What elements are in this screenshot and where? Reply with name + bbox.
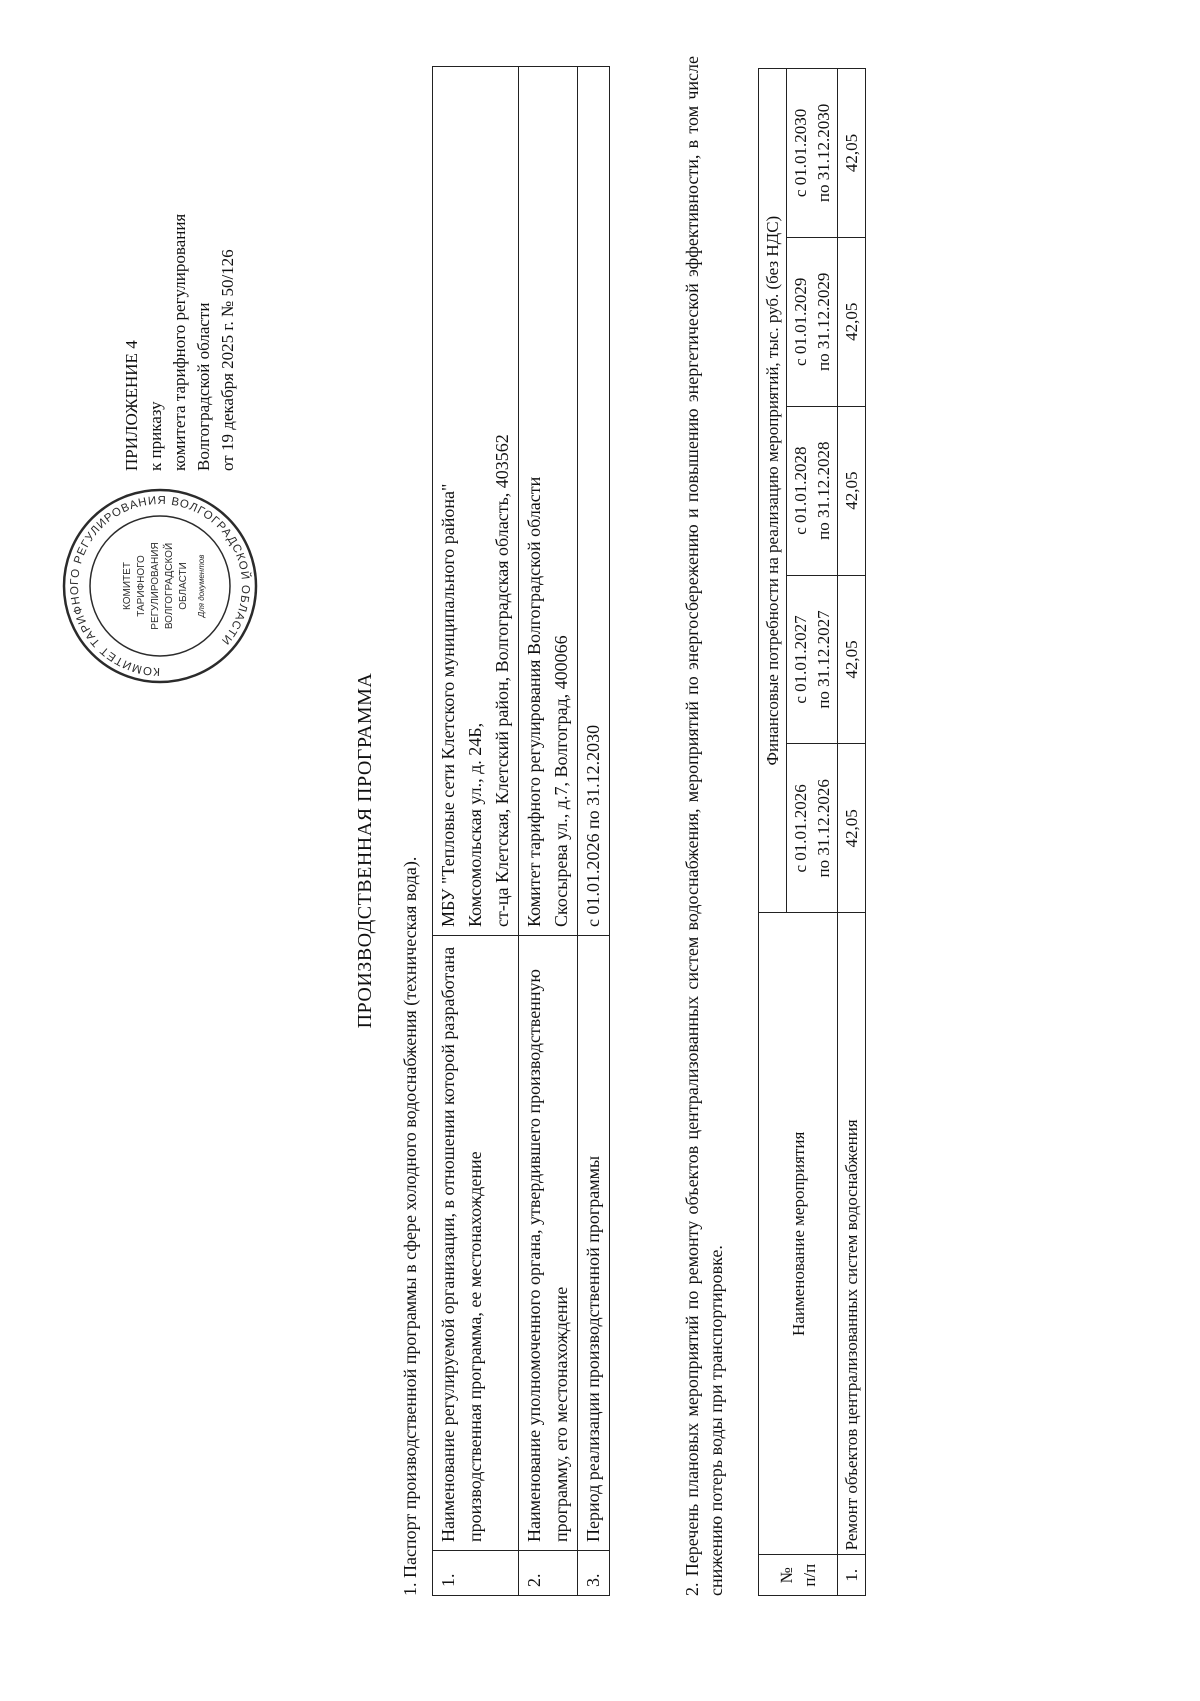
period-to: по 31.12.2027 <box>814 610 833 709</box>
row-label: Наименование уполномоченного органа, утвердившего производственную программу, его местонахождение <box>519 936 578 1551</box>
row-number: 3. <box>578 1551 610 1596</box>
org-street: Комсомольская ул., д. 24Б, <box>465 722 485 927</box>
section2-heading: 2. Перечень плановых мероприятий по ремонту объектов централизованных систем водоснабжения, мероприятий по энергосбережению и повышению энергетической эффективности, в том числе снижению потерь воды при транспортировке. <box>682 56 726 1596</box>
org-name: МБУ "Тепловые сети Клетского муниципального района" <box>438 483 458 927</box>
col-header-name: Наименование мероприятия <box>759 913 838 1555</box>
finance-value: 42,05 <box>838 69 866 238</box>
org-locality: ст-ца Клетская, Клетский район, Волгоградская область, 403562 <box>492 434 512 927</box>
row-value <box>519 67 578 936</box>
authority-name: Комитет тарифного регулирования Волгоградской области <box>524 476 544 927</box>
stamp-line-3: РЕГУЛИРОВАНИЯ <box>150 542 161 630</box>
row-number: 1. <box>838 1555 866 1596</box>
appendix-region: Волгоградской области <box>194 302 213 471</box>
passport-table <box>432 66 610 1596</box>
section1-heading: 1. Паспорт производственной программы в сфере холодного водоснабжения (техническая вода). <box>400 856 420 1596</box>
table-row <box>519 67 578 1596</box>
appendix-title: ПРИЛОЖЕНИЕ 4 <box>122 340 141 471</box>
period-to: по 31.12.2029 <box>814 272 833 371</box>
stamp-outer-text: КОМИТЕТ ТАРИФНОГО РЕГУЛИРОВАНИЯ ВОЛГОГРАДСКОЙ ОБЛАСТИ <box>68 494 252 678</box>
row-label: Наименование регулируемой организации, в отношении которой разработана производственная программа, ее местонахождение <box>433 936 519 1551</box>
finance-value: 42,05 <box>838 406 866 575</box>
stamp-line-6: Для документов <box>197 554 206 618</box>
row-value: с 01.01.2026 по 31.12.2030 <box>578 67 610 936</box>
col-header-period <box>787 237 838 406</box>
appendix-issuer: комитета тарифного регулирования <box>170 213 189 471</box>
finance-value: 42,05 <box>838 744 866 913</box>
col-header-period <box>787 406 838 575</box>
stamp-line-2: ТАРИФНОГО <box>136 555 147 617</box>
stamp-line-1: КОМИТЕТ <box>122 562 133 610</box>
appendix-date: от 19 декабря 2025 г. № 50/126 <box>218 249 237 471</box>
table-header-row <box>759 69 787 1596</box>
table-row <box>578 67 610 1596</box>
col-header-period <box>787 744 838 913</box>
stamp-line-4: ВОЛГОГРАДСКОЙ <box>164 542 175 630</box>
col-header-period <box>787 69 838 238</box>
row-label: Период реализации производственной программы <box>578 936 610 1551</box>
col-header-period <box>787 575 838 744</box>
period-to: по 31.12.2028 <box>814 441 833 540</box>
period-from: с 01.01.2030 <box>791 108 810 198</box>
period-to: по 31.12.2030 <box>814 103 833 203</box>
period-from: с 01.01.2028 <box>791 446 810 535</box>
appendix-block <box>120 31 240 471</box>
stamp-line-5: ОБЛАСТИ <box>178 562 189 610</box>
table-row <box>433 67 519 1596</box>
activity-name: Ремонт объектов централизованных систем водоснабжения <box>838 913 866 1555</box>
col-header-finance: Финансовые потребности на реализацию мероприятий, тыс. руб. (без НДС) <box>759 69 787 913</box>
activities-table <box>758 68 866 1596</box>
period-from: с 01.01.2029 <box>791 277 810 366</box>
page-title: ПРОИЗВОДСТВЕННАЯ ПРОГРАММА <box>354 672 376 1029</box>
row-number: 2. <box>519 1551 578 1596</box>
period-from: с 01.01.2027 <box>791 615 810 704</box>
official-stamp <box>60 486 260 686</box>
period-from: с 01.01.2026 <box>791 784 810 873</box>
finance-value: 42,05 <box>838 575 866 744</box>
appendix-order-ref: к приказу <box>146 401 165 471</box>
table-row <box>838 69 866 1596</box>
col-header-number: № п/п <box>759 1555 838 1596</box>
row-number: 1. <box>433 1551 519 1596</box>
authority-address: Скосырева ул., д.7, Волгоград, 400066 <box>551 635 571 927</box>
period-to: по 31.12.2026 <box>814 779 833 878</box>
row-value <box>433 67 519 936</box>
finance-value: 42,05 <box>838 237 866 406</box>
